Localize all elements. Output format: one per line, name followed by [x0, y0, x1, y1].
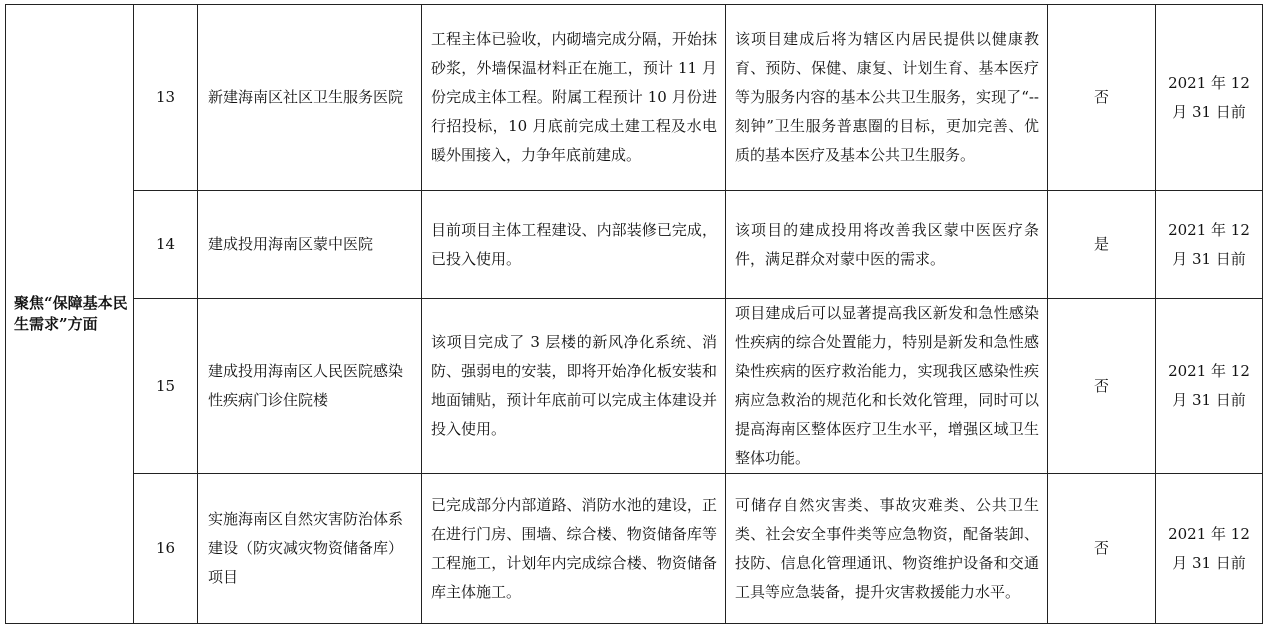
- deadline-cell: 2021 年 12 月 31 日前: [1156, 474, 1263, 624]
- category-cell: 聚焦“保障基本民生需求”方面: [6, 5, 134, 624]
- project-table: [5, 4, 1263, 624]
- table-row: [6, 299, 1263, 474]
- deadline-cell: 2021 年 12 月 31 日前: [1156, 299, 1263, 474]
- flag-cell: 否: [1048, 5, 1156, 191]
- project-name: 新建海南区社区卫生服务医院: [198, 5, 422, 191]
- project-name: 建成投用海南区人民医院感染性疾病门诊住院楼: [198, 299, 422, 474]
- row-number: 15: [134, 299, 198, 474]
- deadline-cell: 2021 年 12 月 31 日前: [1156, 5, 1263, 191]
- flag-cell: 否: [1048, 474, 1156, 624]
- progress-text: 工程主体已验收，内砌墙完成分隔，开始抹砂浆，外墙保温材料正在施工，预计 11 月份完成主体工程。附属工程预计 10 月份进行招投标，10 月底前完成土建工程及水电暖外围接入，力争年底前建成。: [422, 5, 726, 191]
- effect-text: 可储存自然灾害类、事故灾难类、公共卫生类、社会安全事件类等应急物资，配备装卸、技防、信息化管理通讯、物资维护设备和交通工具等应急装备，提升灾害救援能力水平。: [726, 474, 1048, 624]
- row-number: 13: [134, 5, 198, 191]
- progress-text: 已完成部分内部道路、消防水池的建设，正在进行门房、围墙、综合楼、物资储备库等工程施工，计划年内完成综合楼、物资储备库主体施工。: [422, 474, 726, 624]
- flag-cell: 否: [1048, 299, 1156, 474]
- row-number: 14: [134, 191, 198, 299]
- effect-text: 项目建成后可以显著提高我区新发和急性感染性疾病的综合处置能力，特别是新发和急性感染性疾病的医疗救治能力，实现我区感染性疾病应急救治的规范化和长效化管理，同时可以提高海南区整体医疗卫生水平，增强区域卫生整体功能。: [726, 299, 1048, 474]
- row-number: 16: [134, 474, 198, 624]
- flag-cell: 是: [1048, 191, 1156, 299]
- table-row: [6, 474, 1263, 624]
- progress-text: 目前项目主体工程建设、内部装修已完成，已投入使用。: [422, 191, 726, 299]
- effect-text: 该项目建成后将为辖区内居民提供以健康教育、预防、保健、康复、计划生育、基本医疗等为服务内容的基本公共卫生服务，实现了“--刻钟”卫生服务普惠圈的目标，更加完善、优质的基本医疗及基本公共卫生服务。: [726, 5, 1048, 191]
- table-row: [6, 191, 1263, 299]
- project-name: 实施海南区自然灾害防治体系建设（防灾减灾物资储备库）项目: [198, 474, 422, 624]
- effect-text: 该项目的建成投用将改善我区蒙中医医疗条件，满足群众对蒙中医的需求。: [726, 191, 1048, 299]
- deadline-cell: 2021 年 12 月 31 日前: [1156, 191, 1263, 299]
- project-name: 建成投用海南区蒙中医院: [198, 191, 422, 299]
- progress-text: 该项目完成了 3 层楼的新风净化系统、消防、强弱电的安装，即将开始净化板安装和地面铺贴，预计年底前可以完成主体建设并投入使用。: [422, 299, 726, 474]
- table-row: [6, 5, 1263, 191]
